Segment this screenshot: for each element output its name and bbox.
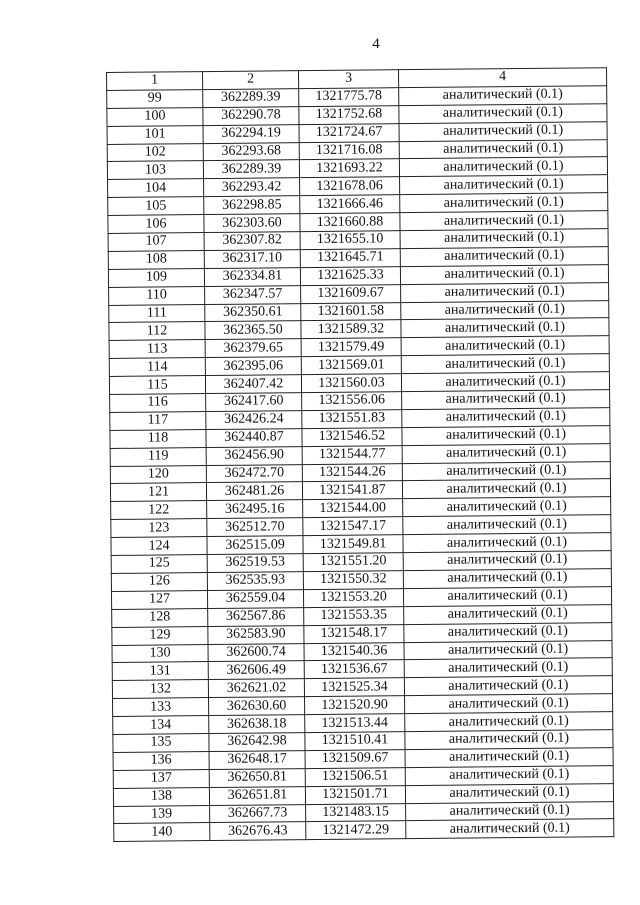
x-coordinate-cell: 362512.70 <box>207 518 303 537</box>
method-cell: аналитический (0.1) <box>405 694 613 714</box>
x-coordinate-cell: 362293.42 <box>204 178 300 197</box>
point-number-cell: 125 <box>111 555 207 574</box>
point-number-cell: 99 <box>107 89 203 108</box>
point-number-cell: 131 <box>112 662 208 681</box>
x-coordinate-cell: 362407.42 <box>205 375 301 394</box>
method-cell: аналитический (0.1) <box>400 193 608 213</box>
column-header-1: 1 <box>107 72 203 91</box>
x-coordinate-cell: 362495.16 <box>207 500 303 519</box>
y-coordinate-cell: 1321483.15 <box>306 803 406 822</box>
method-cell: аналитический (0.1) <box>401 318 609 338</box>
method-cell: аналитический (0.1) <box>402 408 610 428</box>
x-coordinate-cell: 362289.39 <box>203 160 299 179</box>
y-coordinate-cell: 1321752.68 <box>299 105 399 124</box>
table-body <box>107 86 614 842</box>
point-number-cell: 116 <box>110 394 206 413</box>
x-coordinate-cell: 362567.86 <box>208 607 304 626</box>
point-number-cell: 119 <box>110 447 206 466</box>
y-coordinate-cell: 1321548.17 <box>304 624 404 643</box>
x-coordinate-cell: 362395.06 <box>205 357 301 376</box>
point-number-cell: 105 <box>108 197 204 216</box>
method-cell: аналитический (0.1) <box>403 533 611 553</box>
method-cell: аналитический (0.1) <box>400 211 608 231</box>
point-number-cell: 124 <box>111 537 207 556</box>
point-number-cell: 118 <box>110 429 206 448</box>
method-cell: аналитический (0.1) <box>405 730 613 750</box>
x-coordinate-cell: 362648.17 <box>209 750 305 769</box>
x-coordinate-cell: 362472.70 <box>206 464 302 483</box>
method-cell: аналитический (0.1) <box>404 604 612 624</box>
point-number-cell: 134 <box>113 716 209 735</box>
y-coordinate-cell: 1321549.81 <box>303 535 403 554</box>
x-coordinate-cell: 362559.04 <box>207 589 303 608</box>
method-cell: аналитический (0.1) <box>405 783 613 803</box>
method-cell: аналитический (0.1) <box>399 139 607 159</box>
point-number-cell: 139 <box>114 805 210 824</box>
y-coordinate-cell: 1321547.17 <box>303 517 403 536</box>
method-cell: аналитический (0.1) <box>405 712 613 732</box>
point-number-cell: 127 <box>111 590 207 609</box>
method-cell: аналитический (0.1) <box>403 497 611 517</box>
y-coordinate-cell: 1321609.67 <box>301 284 401 303</box>
point-number-cell: 133 <box>113 698 209 717</box>
point-number-cell: 109 <box>108 268 204 287</box>
coordinates-table <box>106 67 614 842</box>
x-coordinate-cell: 362294.19 <box>203 124 299 143</box>
y-coordinate-cell: 1321589.32 <box>301 320 401 339</box>
method-cell: аналитический (0.1) <box>401 354 609 374</box>
method-cell: аналитический (0.1) <box>403 586 611 606</box>
y-coordinate-cell: 1321601.58 <box>301 302 401 321</box>
column-header-2: 2 <box>203 71 299 90</box>
y-coordinate-cell: 1321660.88 <box>300 213 400 232</box>
point-number-cell: 122 <box>111 501 207 520</box>
x-coordinate-cell: 362519.53 <box>207 554 303 573</box>
point-number-cell: 110 <box>109 286 205 305</box>
x-coordinate-cell: 362667.73 <box>210 804 306 823</box>
y-coordinate-cell: 1321546.52 <box>302 427 402 446</box>
method-cell: аналитический (0.1) <box>402 443 610 463</box>
point-number-cell: 108 <box>108 250 204 269</box>
table-row <box>114 819 614 842</box>
point-number-cell: 120 <box>110 465 206 484</box>
point-number-cell: 129 <box>112 626 208 645</box>
method-cell: аналитический (0.1) <box>405 748 613 768</box>
x-coordinate-cell: 362621.02 <box>208 679 304 698</box>
y-coordinate-cell: 1321645.71 <box>300 249 400 268</box>
method-cell: аналитический (0.1) <box>399 86 607 106</box>
y-coordinate-cell: 1321553.35 <box>304 606 404 625</box>
y-coordinate-cell: 1321544.26 <box>302 463 402 482</box>
point-number-cell: 114 <box>109 358 205 377</box>
y-coordinate-cell: 1321472.29 <box>306 821 406 840</box>
x-coordinate-cell: 362630.60 <box>209 697 305 716</box>
method-cell: аналитический (0.1) <box>399 121 607 141</box>
method-cell: аналитический (0.1) <box>402 461 610 481</box>
x-coordinate-cell: 362600.74 <box>208 643 304 662</box>
y-coordinate-cell: 1321556.06 <box>302 392 402 411</box>
method-cell: аналитический (0.1) <box>402 425 610 445</box>
method-cell: аналитический (0.1) <box>401 282 609 302</box>
point-number-cell: 106 <box>108 215 204 234</box>
x-coordinate-cell: 362317.10 <box>204 250 300 269</box>
point-number-cell: 113 <box>109 340 205 359</box>
point-number-cell: 135 <box>113 733 209 752</box>
point-number-cell: 117 <box>110 411 206 430</box>
y-coordinate-cell: 1321501.71 <box>305 785 405 804</box>
method-cell: аналитический (0.1) <box>403 569 611 589</box>
method-cell: аналитический (0.1) <box>401 372 609 392</box>
x-coordinate-cell: 362651.81 <box>209 786 305 805</box>
method-cell: аналитический (0.1) <box>404 640 612 660</box>
y-coordinate-cell: 1321541.87 <box>302 481 402 500</box>
point-number-cell: 103 <box>107 161 203 180</box>
point-number-cell: 140 <box>114 823 210 842</box>
method-cell: аналитический (0.1) <box>399 157 607 177</box>
y-coordinate-cell: 1321510.41 <box>305 732 405 751</box>
x-coordinate-cell: 362365.50 <box>205 321 301 340</box>
x-coordinate-cell: 362642.98 <box>209 733 305 752</box>
point-number-cell: 137 <box>113 769 209 788</box>
x-coordinate-cell: 362293.68 <box>203 142 299 161</box>
x-coordinate-cell: 362515.09 <box>207 536 303 555</box>
x-coordinate-cell: 362307.82 <box>204 232 300 251</box>
point-number-cell: 128 <box>112 608 208 627</box>
x-coordinate-cell: 362440.87 <box>206 428 302 447</box>
method-cell: аналитический (0.1) <box>405 765 613 785</box>
method-cell: аналитический (0.1) <box>406 801 614 821</box>
column-header-4: 4 <box>398 68 606 88</box>
point-number-cell: 100 <box>107 107 203 126</box>
method-cell: аналитический (0.1) <box>403 515 611 535</box>
y-coordinate-cell: 1321506.51 <box>305 767 405 786</box>
point-number-cell: 130 <box>112 644 208 663</box>
x-coordinate-cell: 362583.90 <box>208 625 304 644</box>
point-number-cell: 102 <box>107 143 203 162</box>
y-coordinate-cell: 1321540.36 <box>304 642 404 661</box>
x-coordinate-cell: 362350.61 <box>205 303 301 322</box>
point-number-cell: 136 <box>113 751 209 770</box>
y-coordinate-cell: 1321724.67 <box>299 123 399 142</box>
x-coordinate-cell: 362379.65 <box>205 339 301 358</box>
method-cell: аналитический (0.1) <box>400 264 608 284</box>
x-coordinate-cell: 362289.39 <box>203 89 299 108</box>
y-coordinate-cell: 1321716.08 <box>299 141 399 160</box>
method-cell: аналитический (0.1) <box>401 300 609 320</box>
y-coordinate-cell: 1321509.67 <box>305 750 405 769</box>
point-number-cell: 123 <box>111 519 207 538</box>
y-coordinate-cell: 1321579.49 <box>301 338 401 357</box>
y-coordinate-cell: 1321775.78 <box>299 88 399 107</box>
y-coordinate-cell: 1321569.01 <box>301 356 401 375</box>
method-cell: аналитический (0.1) <box>403 551 611 571</box>
x-coordinate-cell: 362290.78 <box>203 106 299 125</box>
method-cell: аналитический (0.1) <box>406 819 614 839</box>
y-coordinate-cell: 1321666.46 <box>300 195 400 214</box>
point-number-cell: 115 <box>109 376 205 395</box>
y-coordinate-cell: 1321560.03 <box>301 374 401 393</box>
x-coordinate-cell: 362417.60 <box>206 393 302 412</box>
point-number-cell: 101 <box>107 125 203 144</box>
method-cell: аналитический (0.1) <box>400 175 608 195</box>
x-coordinate-cell: 362347.57 <box>205 285 301 304</box>
x-coordinate-cell: 362638.18 <box>209 715 305 734</box>
y-coordinate-cell: 1321655.10 <box>300 231 400 250</box>
x-coordinate-cell: 362334.81 <box>204 267 300 286</box>
x-coordinate-cell: 362606.49 <box>208 661 304 680</box>
point-number-cell: 132 <box>112 680 208 699</box>
x-coordinate-cell: 362676.43 <box>210 822 306 841</box>
y-coordinate-cell: 1321551.20 <box>303 553 403 572</box>
y-coordinate-cell: 1321544.77 <box>302 445 402 464</box>
y-coordinate-cell: 1321536.67 <box>304 660 404 679</box>
point-number-cell: 112 <box>109 322 205 341</box>
y-coordinate-cell: 1321553.20 <box>303 588 403 607</box>
point-number-cell: 104 <box>108 179 204 198</box>
method-cell: аналитический (0.1) <box>404 622 612 642</box>
point-number-cell: 111 <box>109 304 205 323</box>
x-coordinate-cell: 362481.26 <box>206 482 302 501</box>
x-coordinate-cell: 362426.24 <box>206 411 302 430</box>
page-number: 4 <box>372 36 380 52</box>
method-cell: аналитический (0.1) <box>400 247 608 267</box>
y-coordinate-cell: 1321513.44 <box>305 714 405 733</box>
y-coordinate-cell: 1321625.33 <box>300 266 400 285</box>
method-cell: аналитический (0.1) <box>404 658 612 678</box>
x-coordinate-cell: 362456.90 <box>206 446 302 465</box>
method-cell: аналитический (0.1) <box>400 229 608 249</box>
y-coordinate-cell: 1321550.32 <box>303 571 403 590</box>
method-cell: аналитический (0.1) <box>402 479 610 499</box>
y-coordinate-cell: 1321520.90 <box>305 696 405 715</box>
method-cell: аналитический (0.1) <box>399 103 607 123</box>
y-coordinate-cell: 1321678.06 <box>300 177 400 196</box>
x-coordinate-cell: 362650.81 <box>209 768 305 787</box>
method-cell: аналитический (0.1) <box>404 676 612 696</box>
method-cell: аналитический (0.1) <box>402 390 610 410</box>
x-coordinate-cell: 362303.60 <box>204 214 300 233</box>
point-number-cell: 107 <box>108 233 204 252</box>
y-coordinate-cell: 1321693.22 <box>299 159 399 178</box>
point-number-cell: 126 <box>111 572 207 591</box>
y-coordinate-cell: 1321551.83 <box>302 410 402 429</box>
y-coordinate-cell: 1321525.34 <box>304 678 404 697</box>
method-cell: аналитический (0.1) <box>401 336 609 356</box>
point-number-cell: 121 <box>110 483 206 502</box>
x-coordinate-cell: 362535.93 <box>207 572 303 591</box>
point-number-cell: 138 <box>113 787 209 806</box>
column-header-3: 3 <box>298 70 398 89</box>
x-coordinate-cell: 362298.85 <box>204 196 300 215</box>
y-coordinate-cell: 1321544.00 <box>303 499 403 518</box>
